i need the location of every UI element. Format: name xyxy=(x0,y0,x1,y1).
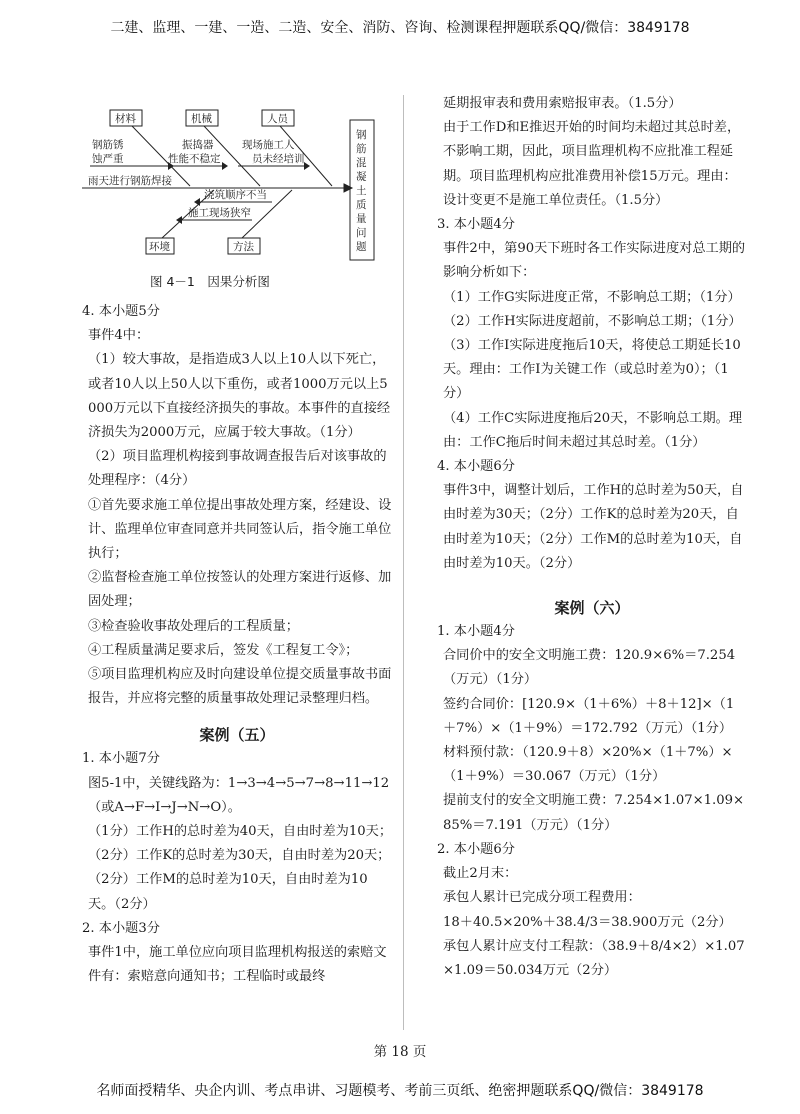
left-column xyxy=(82,300,392,989)
right-column xyxy=(437,92,747,983)
left-q4-line: ③检查验收事故处理后的工程质量； xyxy=(88,618,299,634)
cause-pour-order: 浇筑顺序不当 xyxy=(204,189,267,201)
right-q3-line: 事件2中，第90天下班时各工作实际进度对总工期的影响分析如下： xyxy=(443,241,746,281)
case6-q2-title: 2. 本小题6分 xyxy=(437,841,515,857)
box-people: 人员 xyxy=(267,113,288,125)
cause-rust-1: 钢筋锈 xyxy=(92,139,124,151)
case6-q1-line: 签约合同价：[120.9×（1＋6%）＋8＋12]×（1＋7%）×（1＋9%）＝172.792（万元）（1分） xyxy=(443,696,735,736)
svg-text:钢: 钢 xyxy=(356,129,367,141)
spine-arrow xyxy=(344,184,352,192)
case6-q2-line: 承包人累计应支付工程款：（38.9＋8/4×2）×1.07×1.09＝50.034万元（2分） xyxy=(443,938,745,978)
right-q4-title: 4. 本小题6分 xyxy=(437,459,515,475)
case5-q1-line: 图5-1中，关键线路为：1→3→4→5→7→8→11→12（或A→F→I→J→N→O）。 xyxy=(88,775,390,815)
left-q4-line: （2）项目监理机构接到事故调查报告后对该事故的处理程序：（4分） xyxy=(88,449,387,489)
case6-q1-title: 1. 本小题4分 xyxy=(437,624,515,640)
page-number: 第 18 页 xyxy=(373,1044,427,1060)
cause-rust-2: 蚀严重 xyxy=(92,153,124,165)
case6-q2-line: 承包人累计已完成分项工程费用： xyxy=(443,890,641,906)
right-cont-line: 由于工作D和E推迟开始的时间均未超过其总时差，不影响工期，因此，项目监理机构不应批准工程延期。项目监理机构应批准费用补偿15万元。理由：设计变更不是施工单位责任。（1.5分） xyxy=(443,120,741,208)
case5-q1-line: （1分）工作H的总时差为40天，自由时差为10天；（2分）工作K的总时差为30天，自由时差为20天；（2分）工作M的总时差为10天，自由时差为10天。（2分） xyxy=(88,824,393,912)
left-q4-line: 事件4中： xyxy=(88,328,150,344)
left-q4-title: 4. 本小题5分 xyxy=(82,304,160,319)
box-environment: 环境 xyxy=(149,241,170,253)
box-method: 方法 xyxy=(233,241,254,253)
right-cont-line: 延期报审表和费用索赔报审表。（1.5分） xyxy=(443,96,682,111)
right-q3-line: （1）工作G实际进度正常，不影响总工期；（1分） xyxy=(443,289,741,305)
svg-text:筋: 筋 xyxy=(356,143,367,155)
case6-q1-line: 提前支付的安全文明施工费：7.254×1.07×1.09×85%＝7.191（万元）（1分） xyxy=(443,793,745,833)
cause-vibrator-1: 振捣器 xyxy=(182,139,214,151)
cause-worker-1: 现场施工人 xyxy=(242,139,295,151)
left-q4-line: ⑤项目监理机构应及时向建设单位提交质量事故书面报告，并应将完整的质量事故处理记录整理归档。 xyxy=(88,667,392,707)
effect-text xyxy=(356,128,367,253)
svg-text:题: 题 xyxy=(356,241,367,253)
case6-q1-line: 材料预付款：（120.9＋8）×20%×（1＋7%）×（1＋9%）＝30.067（万元）（1分） xyxy=(443,745,733,785)
case5-q2-title: 2. 本小题3分 xyxy=(82,920,160,936)
case6-q2-line: 截止2月末： xyxy=(443,866,518,882)
right-q3-line: （4）工作C实际进度拖后20天，不影响总工期。理由：工作C拖后时间未超过其总时差。（1分） xyxy=(443,410,743,450)
box-machine: 机械 xyxy=(191,113,212,125)
figure-caption: 图 4－1 因果分析图 xyxy=(150,274,270,289)
box-material: 材料 xyxy=(115,113,136,125)
right-q4-line: 事件3中，调整计划后，工作H的总时差为50天，自由时差为30天；（2分）工作K的总时差为20天，自由时差为10天；（2分）工作M的总时差为10天，自由时差为10天。（2分） xyxy=(443,483,744,571)
case6-q2-line: 18＋40.5×20%＋38.4/3＝38.900万元（2分） xyxy=(443,914,732,930)
case5-q2-line: 事件1中，施工单位应向项目监理机构报送的索赔文件有：索赔意向通知书；工程临时或最终 xyxy=(88,945,387,985)
case-5-title: 案例（五） xyxy=(199,726,275,745)
bottom-banner: 名师面授精华、央企内训、考点串讲、习题模考、考前三页纸、绝密押题联系QQ/微信：3849178 xyxy=(96,1083,704,1099)
top-banner: 二建、监理、一建、一造、二造、安全、消防、咨询、检测课程押题联系QQ/微信：3849178 xyxy=(110,20,690,36)
case5-q1-title: 1. 本小题7分 xyxy=(82,751,160,767)
right-q3-line: （3）工作I实际进度拖后10天，将使总工期延长10天。理由：工作I为关键工作（或总时差为0）；（1分） xyxy=(443,338,741,402)
case6-q1-line: 合同价中的安全文明施工费：120.9×6%＝7.254（万元）（1分） xyxy=(443,648,736,688)
column-divider xyxy=(403,95,404,1030)
svg-text:凝: 凝 xyxy=(356,171,367,183)
right-q3-line: （2）工作H实际进度超前，不影响总工期；（1分） xyxy=(443,313,742,329)
svg-text:土: 土 xyxy=(356,185,367,197)
left-q4-line: （1）较大事故，是指造成3人以上10人以下死亡，或者10人以上50人以下重伤，或者1000万元以上5000万元以下直接经济损失的事故。本事件的直接经济损失为2000万元，应属于较大事故。（1分） xyxy=(88,352,391,441)
svg-text:量: 量 xyxy=(356,213,367,225)
cause-narrow-site: 施工现场狭窄 xyxy=(188,207,251,219)
svg-text:混: 混 xyxy=(356,157,367,169)
left-q4-line: ④工程质量满足要求后，签发《工程复工令》； xyxy=(88,642,359,658)
left-q4-line: ①首先要求施工单位提出事故处理方案，经建设、设计、监理单位审查同意并共同签认后，指令施工单位执行； xyxy=(88,497,392,562)
svg-text:问: 问 xyxy=(356,227,367,239)
cause-vibrator-2: 性能不稳定 xyxy=(168,153,221,165)
left-q4-line: ②监督检查施工单位按签认的处理方案进行返修、加固处理； xyxy=(88,570,392,610)
fishbone-diagram xyxy=(82,100,400,275)
cause-rain-welding: 雨天进行钢筋焊接 xyxy=(88,175,172,187)
cause-worker-2: 员未经培训 xyxy=(252,153,305,165)
case-6-title: 案例（六） xyxy=(554,599,630,618)
svg-text:质: 质 xyxy=(356,199,367,211)
right-q3-title: 3. 本小题4分 xyxy=(437,217,515,233)
